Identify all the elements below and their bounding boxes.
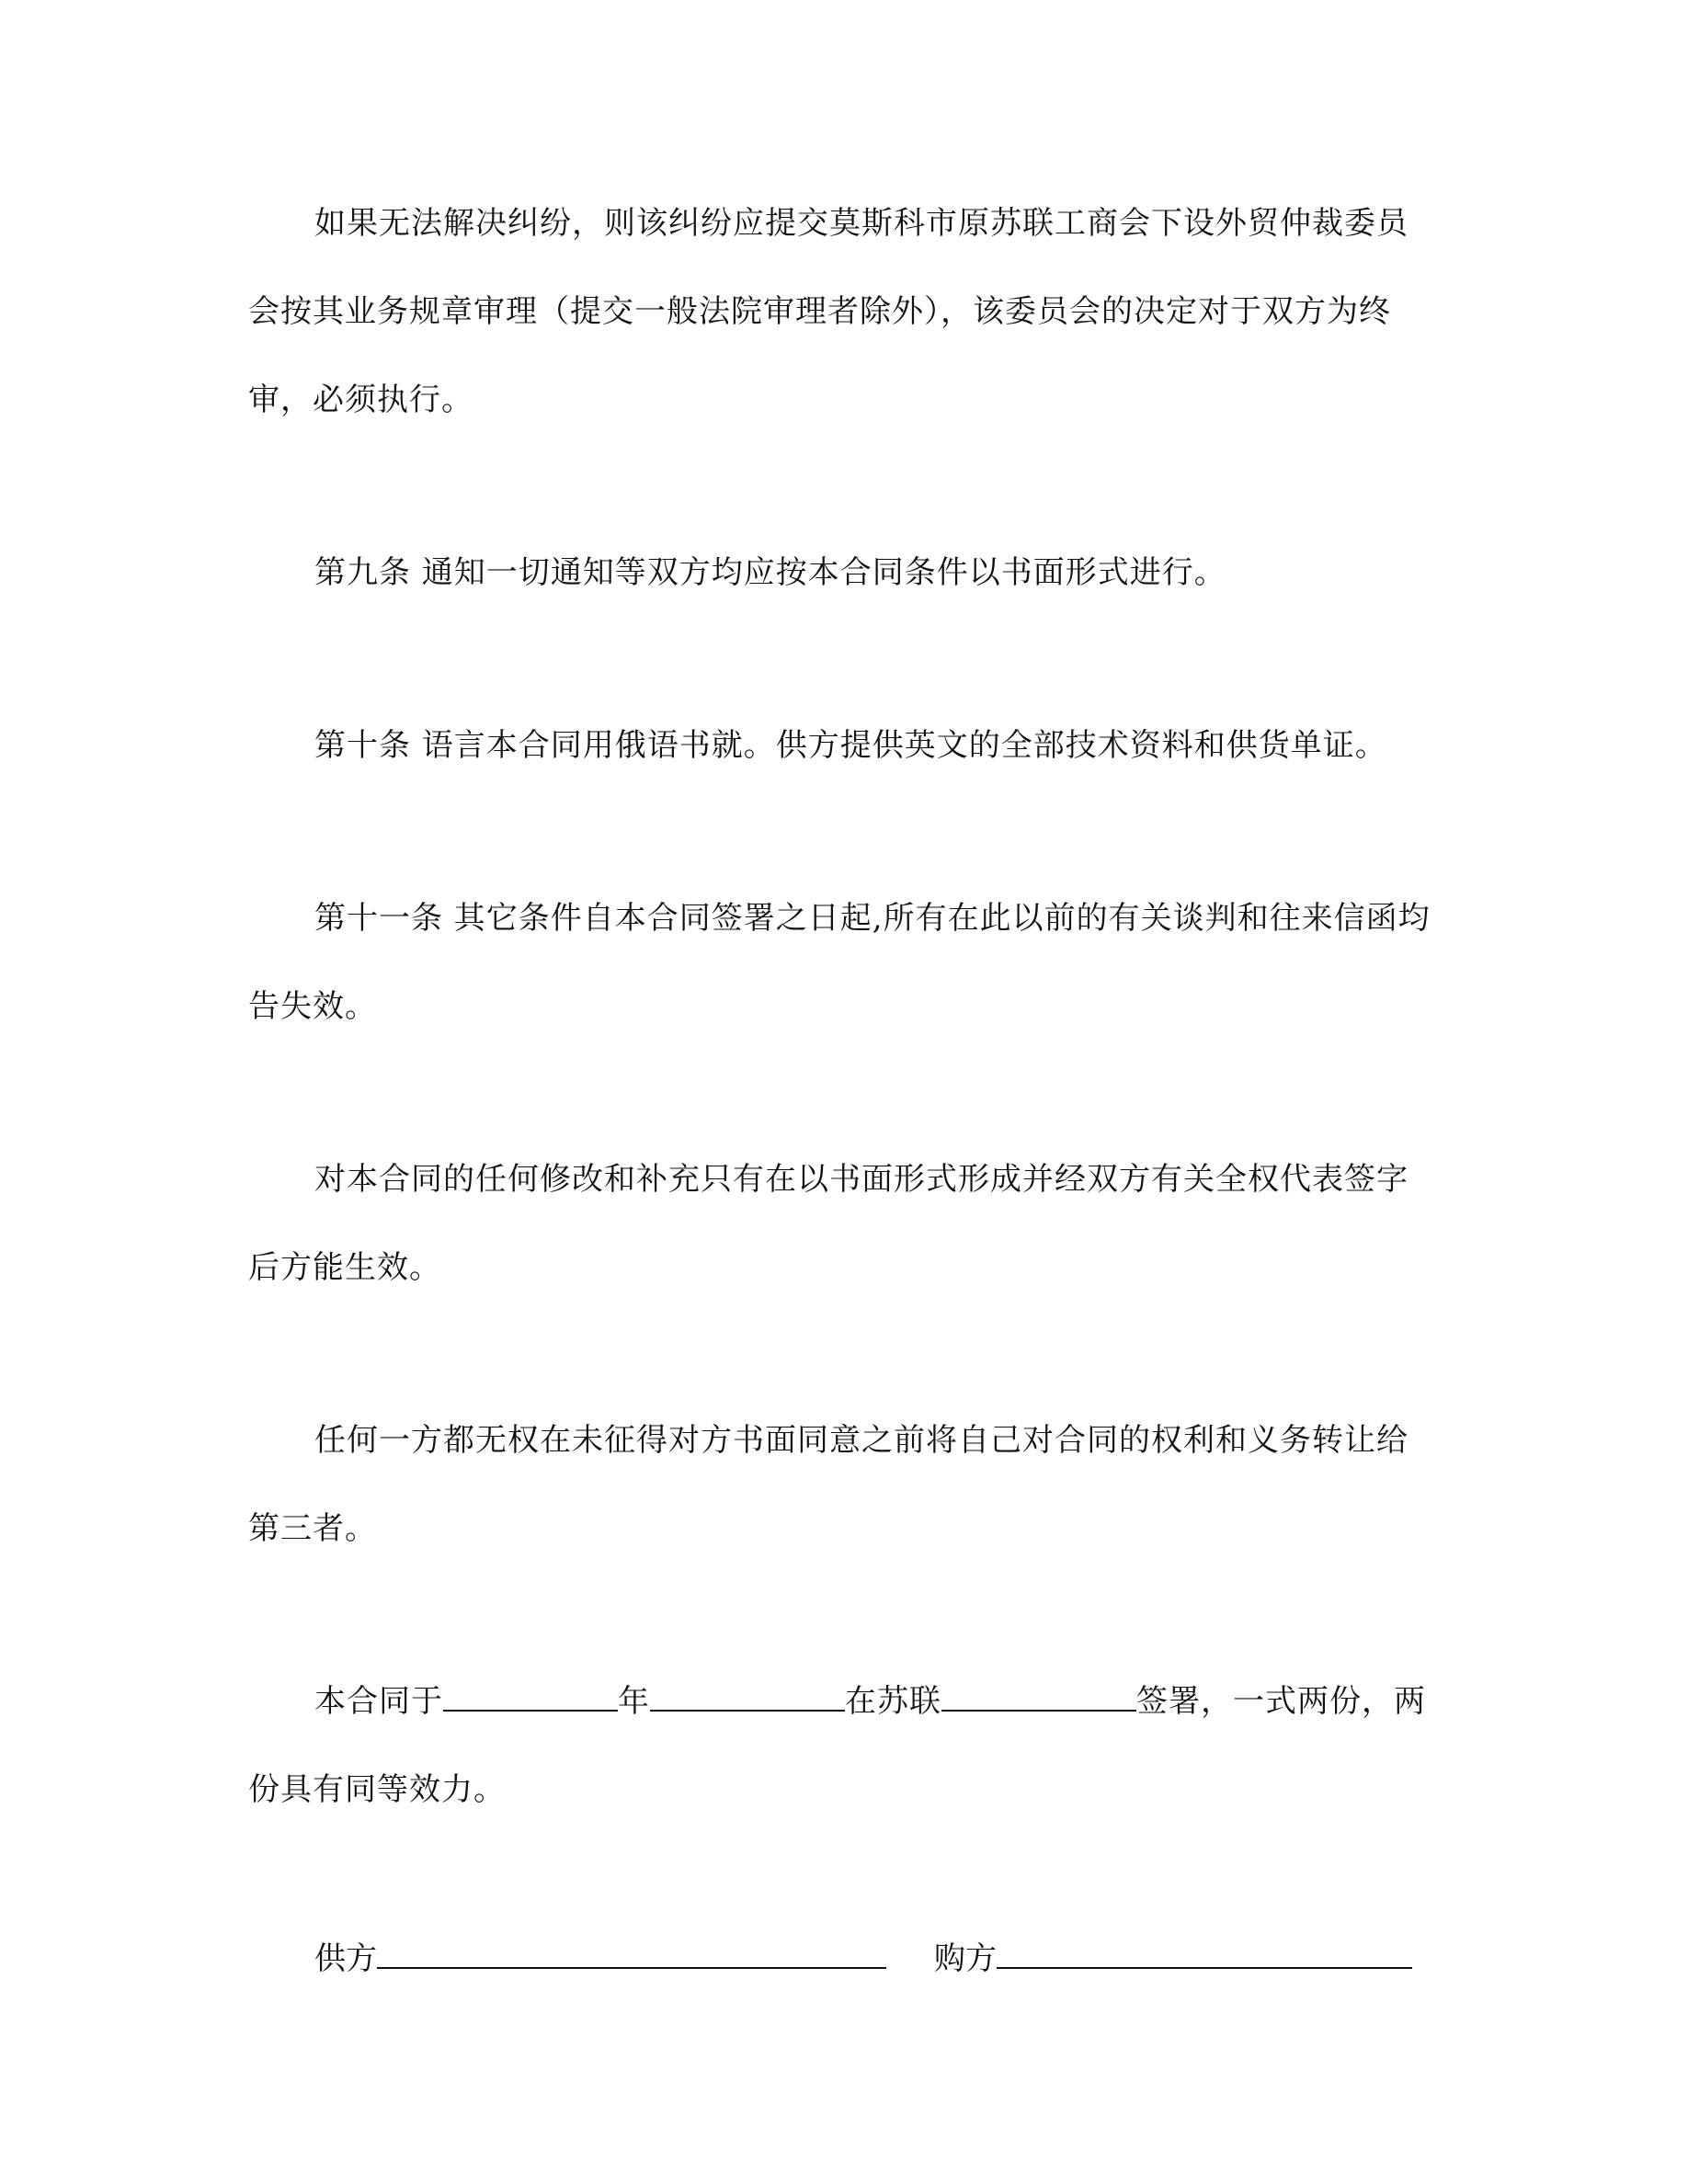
- paragraph-article-11-other: 第十一条 其它条件自本合同签署之日起,所有在此以前的有关谈判和往来信函均告失效。: [248, 900, 1431, 1025]
- supplier-signature-blank[interactable]: [377, 1936, 886, 1969]
- date-blank[interactable]: [443, 1678, 618, 1712]
- place-blank[interactable]: [941, 1678, 1136, 1712]
- buyer-signature-blank[interactable]: [997, 1936, 1412, 1969]
- paragraph-article-10-language: 第十条 语言本合同用俄语书就。供方提供英文的全部技术资料和供货单证。: [314, 727, 1387, 764]
- paragraph-article-9-notice: 第九条 通知一切通知等双方均应按本合同条件以书面形式进行。: [314, 554, 1226, 591]
- signing-place-label: 在苏联: [845, 1683, 941, 1720]
- paragraph-arbitration: 如果无法解决纠纷，则该纠纷应提交莫斯科市原苏联工商会下设外贸仲裁委员会按其业务规章审理（提交一般法院审理者除外），该委员会的决定对于双方为终审，必须执行。: [248, 205, 1409, 418]
- buyer-label: 购方: [934, 1940, 997, 1977]
- supplier-label: 供方: [314, 1940, 377, 1977]
- signing-prefix: 本合同于: [314, 1683, 443, 1720]
- document-body: [248, 179, 1434, 2003]
- paragraph-assignment: 任何一方都无权在未征得对方书面同意之前将自己对合同的权利和义务转让给第三者。: [248, 1422, 1409, 1547]
- signing-year-label: 年: [618, 1683, 650, 1720]
- paragraph-amendments: 对本合同的任何修改和补充只有在以书面形式形成并经双方有关全权代表签字后方能生效。: [248, 1161, 1409, 1286]
- paragraph-signing-clause: [248, 1657, 1434, 1834]
- signature-row: [248, 1915, 1434, 2003]
- year-blank[interactable]: [650, 1678, 845, 1712]
- signing-suffix: 签署，一式两份，两份具有同等效力。: [248, 1683, 1426, 1808]
